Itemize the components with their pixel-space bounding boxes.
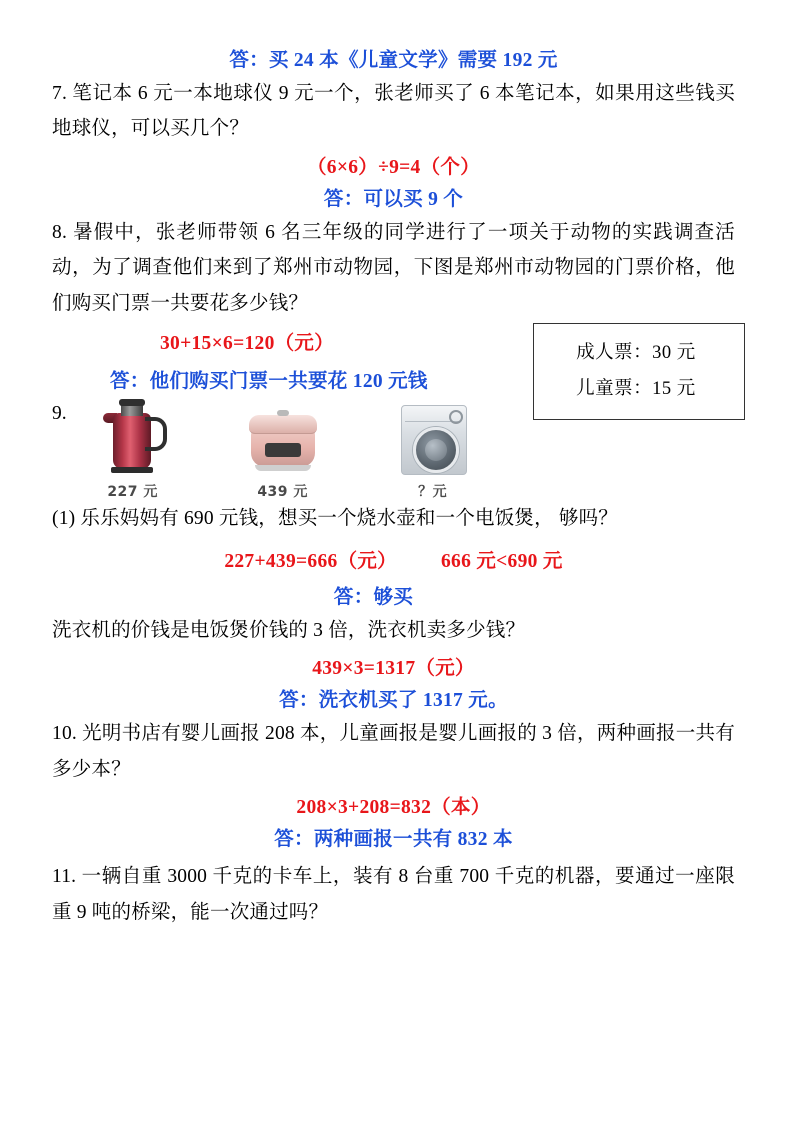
question-10-text: 10. 光明书店有婴儿画报 208 本，儿童画报是婴儿画报的 3 倍，两种画报一共有多少本？: [52, 723, 735, 780]
question-9-2-text: 洗衣机的价钱是电饭煲价钱的 3 倍，洗衣机卖多少钱？: [52, 619, 526, 641]
question-7-equation: （6×6）÷9=4（个）: [306, 156, 481, 178]
question-9-1-equation-left: 227+439=666（元）: [224, 550, 397, 572]
question-9-1-text: (1) 乐乐妈妈有 690 元钱，想买一个烧水壶和一个电饭煲， 够吗？: [52, 508, 618, 530]
question-8-equation: 30+15×6=120（元）: [160, 333, 335, 355]
rice-cooker-icon: [237, 399, 329, 477]
question-9-1-answer: 答：够买: [333, 586, 414, 608]
product-rice-cooker: [237, 399, 329, 501]
question-10-answer: 答：两种画报一共有 832 本: [274, 829, 513, 851]
product-kettle: [87, 399, 179, 501]
question-7-answer: 答：可以买 9 个: [323, 188, 464, 210]
kettle-price-label: 227 元: [107, 484, 158, 501]
question-8-text: 8. 暑假中，张老师带领 6 名三年级的同学进行了一项关于动物的实践调查活动，为了调查他们来到了郑州市动物园，下图是郑州市动物园的门票价格，他们购买门票一共要花多少钱？: [52, 221, 735, 314]
question-8-answer: 答：他们购买门票一共要花 120 元钱: [110, 371, 428, 393]
question-8-solution-area: [52, 327, 735, 399]
question-9-2-equation: 439×3=1317（元）: [312, 658, 475, 680]
kettle-icon: [87, 399, 179, 477]
product-washing-machine: [387, 399, 479, 501]
question-9-1-comparison: 666 元<690 元: [441, 550, 563, 572]
question-11-text: 11. 一辆自重 3000 千克的卡车上，装有 8 台重 700 千克的机器，要通过一座限重 9 吨的桥梁，能一次通过吗？: [52, 866, 735, 923]
product-image-row: [87, 399, 479, 501]
washing-machine-icon: [387, 399, 479, 477]
rice-cooker-price-label: 439 元: [257, 484, 308, 501]
adult-ticket-price: 成人票：30 元: [576, 343, 696, 364]
child-ticket-price: 儿童票：15 元: [576, 378, 696, 399]
question-10-equation: 208×3+208=832（本）: [296, 797, 491, 819]
question-9-2-answer: 答：洗衣机买了 1317 元。: [279, 690, 508, 712]
q6-answer-line: 答：买 24 本《儿童文学》需要 192 元: [229, 50, 558, 71]
question-9-number: 9.: [52, 403, 67, 425]
ticket-price-box: [533, 323, 745, 419]
question-7-text: 7. 笔记本 6 元一本地球仪 9 元一个，张老师买了 6 本笔记本，如果用这些钱买地球仪，可以买几个？: [52, 83, 735, 140]
question-9-1-equations: [52, 541, 735, 577]
washing-machine-price-label: ？元: [418, 484, 448, 501]
